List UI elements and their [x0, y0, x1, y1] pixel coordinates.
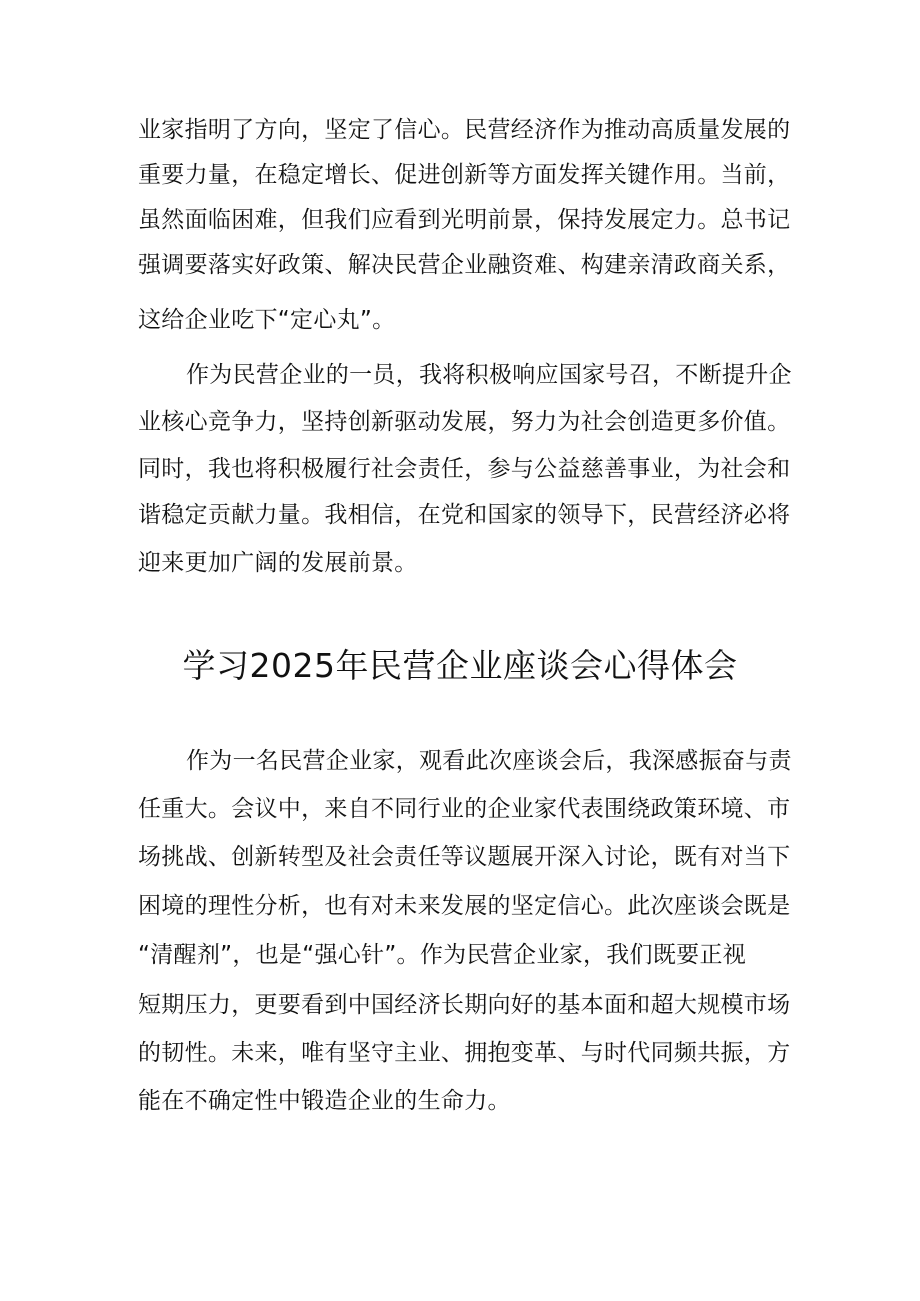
paragraph-line: “清醒剂”，也是“强心针”。作为民营企业家，我们既要正视	[138, 942, 747, 968]
paragraph-line: 虽然面临困难，但我们应看到光明前景，保持发展定力。总书记	[138, 207, 791, 233]
paragraph-line: 任重大。会议中，来自不同行业的企业家代表围绕政策环境、市	[138, 796, 791, 822]
paragraph-line: 短期压力，更要看到中国经济长期向好的基本面和超大规模市场	[138, 992, 791, 1018]
paragraph-line: 困境的理性分析，也有对未来发展的坚定信心。此次座谈会既是	[138, 893, 791, 919]
paragraph-line: 业核心竞争力，坚持创新驱动发展，努力为社会创造更多价值。	[138, 409, 791, 435]
paragraph-line: 作为民营企业的一员，我将积极响应国家号召，不断提升企	[186, 362, 792, 388]
paragraph-line: 谐稳定贡献力量。我相信，在党和国家的领导下，民营经济必将	[138, 502, 791, 528]
paragraph-line: 重要力量，在稳定增长、促进创新等方面发挥关键作用。当前，	[138, 162, 791, 188]
paragraph-line: 强调要落实好政策、解决民营企业融资难、构建亲清政商关系，	[138, 252, 791, 278]
paragraph-line: 同时，我也将积极履行社会责任，参与公益慈善事业，为社会和	[138, 456, 791, 482]
page-title: 学习2025年民营企业座谈会心得体会	[182, 646, 738, 685]
paragraph-line: 的韧性。未来，唯有坚守主业、拥抱变革、与时代同频共振，方	[138, 1040, 791, 1066]
paragraph-line: 作为一名民营企业家，观看此次座谈会后，我深感振奋与责	[186, 748, 792, 774]
paragraph-line: 能在不确定性中锻造企业的生命力。	[138, 1088, 511, 1114]
paragraph-line: 场挑战、创新转型及社会责任等议题展开深入讨论，既有对当下	[138, 844, 791, 870]
paragraph-line: 迎来更加广阔的发展前景。	[138, 550, 418, 576]
paragraph-line: 业家指明了方向，坚定了信心。民营经济作为推动高质量发展的	[138, 117, 791, 143]
paragraph-line: 这给企业吃下“定心丸”。	[138, 307, 396, 333]
